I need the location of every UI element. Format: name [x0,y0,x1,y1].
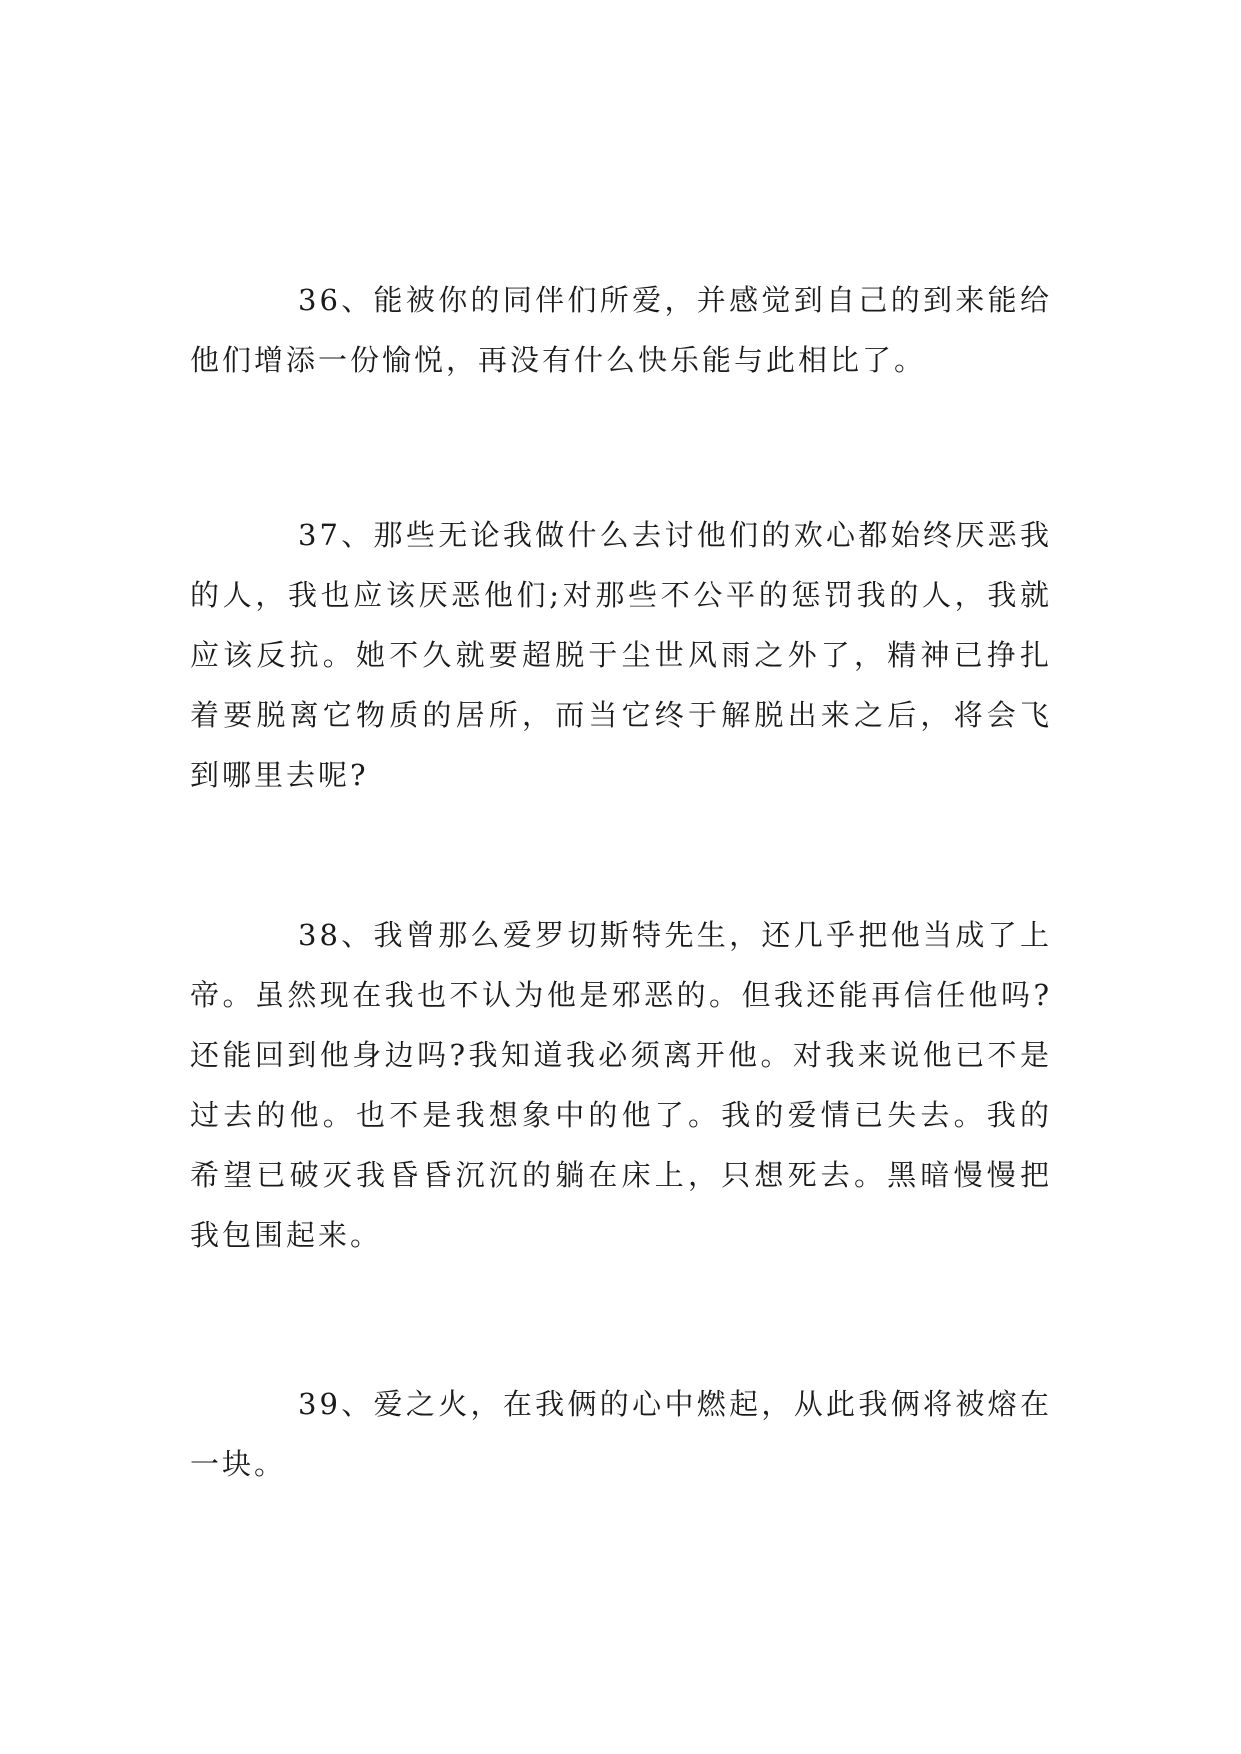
paragraph-37: 37、那些无论我做什么去讨他们的欢心都始终厌恶我的人，我也应该厌恶他们;对那些不公平的惩罚我的人，我就应该反抗。她不久就要超脱于尘世风雨之外了，精神已挣扎着要脱离它物质的居所，而当它终于解脱出来之后，将会飞到哪里去呢? [190,518,1052,792]
paragraph-39: 39、爱之火，在我俩的心中燃起，从此我俩将被熔在一块。 [190,1387,1052,1481]
paragraph-36: 36、能被你的同伴们所爱，并感觉到自己的到来能给他们增添一份愉悦，再没有什么快乐能与此相比了。 [190,283,1052,377]
paragraph-38: 38、我曾那么爱罗切斯特先生，还几乎把他当成了上帝。虽然现在我也不认为他是邪恶的。但我还能再信任他吗?还能回到他身边吗?我知道我必须离开他。对我来说他已不是过去的他。也不是我想象中的他了。我的爱情已失去。我的希望已破灭我昏昏沉沉的躺在床上，只想死去。黑暗慢慢把我包围起来。 [190,918,1052,1252]
